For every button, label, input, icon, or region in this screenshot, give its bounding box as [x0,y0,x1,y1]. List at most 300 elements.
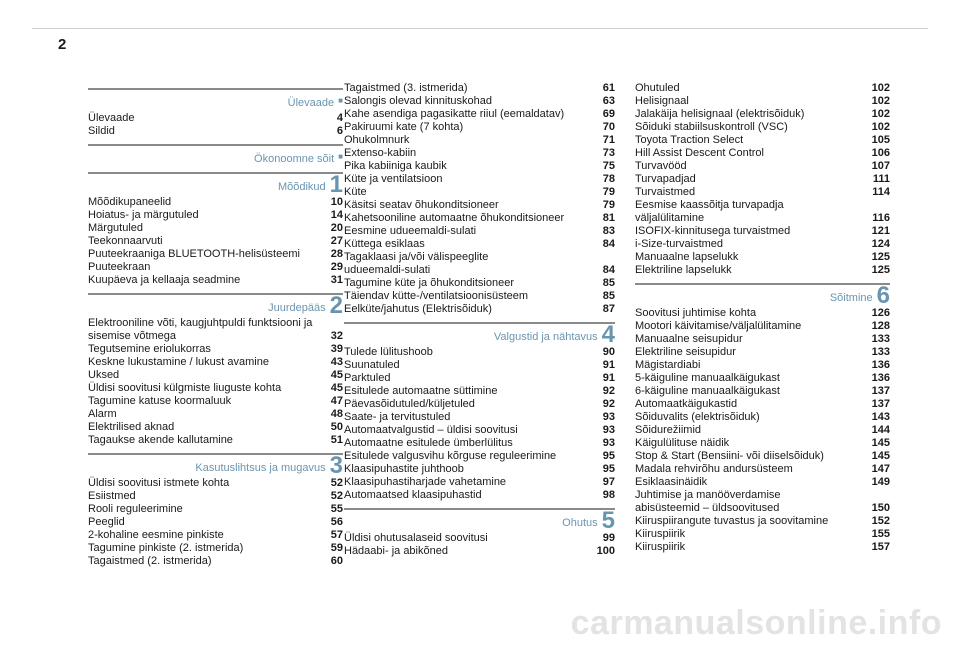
toc-entry-title: Turvavööd [635,160,687,172]
toc-entry[interactable] [344,346,615,359]
toc-entry-page: 47 [330,395,343,407]
toc-entry-title: Üldisi soovitusi külgmiste liuguste kohta [88,382,282,394]
toc-entry[interactable] [344,290,615,303]
toc-entry-title: Helisignaal [635,95,689,107]
toc-entry[interactable] [635,212,890,225]
toc-entry-page: 155 [871,528,890,540]
toc-section [88,88,343,138]
toc-entry-page: 51 [330,434,343,446]
toc-entry-page: 10 [330,196,343,208]
toc-entry-page: 83 [602,225,615,237]
toc-entry-title: Esiistmed [88,490,136,502]
toc-entry-page: 81 [602,212,615,224]
toc-entry-page: 29 [330,261,343,273]
toc-entry-title: Rooli reguleerimine [88,503,183,515]
toc-entry[interactable] [344,303,615,316]
toc-entry-title: Esitulede valgusvihu kõrguse reguleerimine [344,450,557,462]
section-title[interactable]: Mõõdikud [277,181,326,193]
toc-entry-page: 52 [330,477,343,489]
toc-entry-page: 43 [330,356,343,368]
toc-entry-page: 92 [602,398,615,410]
toc-entry-page: 92 [602,385,615,397]
toc-entry-title: Tagumine küte ja õhukonditsioneer [344,277,515,289]
toc-entry[interactable] [88,112,343,125]
toc-entry-title: Automaatne esitulede ümberlülitus [344,437,513,449]
toc-entry-title: Sõidurežiimid [635,424,702,436]
toc-entry[interactable] [88,261,343,274]
toc-entry-title: Ohutuled [635,82,680,94]
toc-entry[interactable] [635,134,890,147]
toc-entry-title: Sõiduki stabiilsuskontroll (VSC) [635,121,788,133]
toc-entry-title: Esiklaasinäidik [635,476,708,488]
section-title[interactable]: Kasutuslihtsus ja mugavus [195,462,326,474]
toc-entry-page: 52 [330,490,343,502]
toc-entry[interactable] [88,516,343,529]
toc-entry-page: 121 [871,225,890,237]
toc-entry-title: Kiiruspiirik [635,541,686,553]
toc-entry-title: Automaatkäigukastid [635,398,738,410]
toc-entry[interactable] [635,437,890,450]
toc-entry-title: Küte ja ventilatsioon [344,173,443,185]
toc-entry-page: 95 [602,463,615,475]
toc-entry[interactable] [88,235,343,248]
toc-entry[interactable] [88,490,343,503]
toc-entry-title: Hill Assist Descent Control [635,147,764,159]
toc-entry[interactable] [635,411,890,424]
toc-entry-page: 45 [330,382,343,394]
toc-entry-page: 102 [871,82,890,94]
toc-entry-page: 137 [871,385,890,397]
toc-entry-title: Juhtimise ja manööverdamise [635,489,781,501]
toc-entry[interactable] [88,222,343,235]
toc-entry-title: udueemaldi-sulati [344,264,431,276]
toc-entry-page: 31 [330,274,343,286]
toc-entry-page: 114 [872,186,890,198]
toc-entry-title: Jalakäija helisignaal (elektrisõiduk) [635,108,805,120]
toc-entry-title: Päevasõidutuled/küljetuled [344,398,475,410]
toc-entry[interactable] [635,424,890,437]
toc-entry-page: 57 [330,529,343,541]
toc-entry[interactable] [88,274,343,287]
toc-entry[interactable] [344,372,615,385]
toc-entry[interactable] [88,209,343,222]
toc-entry-title: Eelküte/jahutus (Elektrisõiduk) [344,303,492,315]
toc-entry[interactable] [635,528,890,541]
toc-entry-page: 106 [871,147,890,159]
toc-entry[interactable] [88,555,343,568]
toc-entry-title: Soovitusi juhtimise kohta [635,307,757,319]
toc-entry-page: 136 [871,359,890,371]
toc-entry-title: Kuupäeva ja kellaaja seadmine [88,274,241,286]
toc-entry-page: 136 [871,372,890,384]
toc-entry-page: 85 [602,290,615,302]
toc-entry-page: 85 [602,277,615,289]
toc-entry[interactable] [635,346,890,359]
toc-entry[interactable] [344,424,615,437]
toc-entry-title: abisüsteemid – üldsoovitused [635,502,780,514]
toc-entry-title: Peeglid [88,516,125,528]
toc-entry[interactable] [88,503,343,516]
toc-entry[interactable] [88,421,343,434]
toc-entry[interactable] [635,450,890,463]
toc-entry[interactable] [635,108,890,121]
section-header [88,144,343,166]
toc-entry[interactable] [635,476,890,489]
toc-entry-page: 28 [330,248,343,260]
toc-entry-title: 5-käiguline manuaalkäigukast [635,372,780,384]
toc-entry[interactable] [344,450,615,463]
toc-entry[interactable] [635,333,890,346]
toc-entry-title: Kahe asendiga pagasikatte riiul (eemaldatav) [344,108,565,120]
toc-section [344,82,615,316]
toc-entry-title: Küttega esiklaas [344,238,425,250]
toc-entry[interactable] [635,95,890,108]
toc-entry[interactable] [635,385,890,398]
toc-entry[interactable] [635,82,890,95]
toc-entry[interactable] [635,307,890,320]
toc-entry-page: 78 [602,173,615,185]
section-number: 1 [329,171,343,198]
toc-entry-title: Üldisi ohutusalaseid soovitusi [344,532,488,544]
toc-entry[interactable] [88,542,343,555]
toc-column-2 [344,82,615,564]
toc-entry-page: 93 [602,437,615,449]
toc-entry-page: 32 [330,330,343,342]
toc-entry-page: 124 [871,238,890,250]
toc-entry-page: 60 [330,555,343,567]
toc-entry-page: 48 [330,408,343,420]
toc-entry-title: sisemise võtmega [88,330,177,342]
toc-entry-title: Kiiruspiirik [635,528,686,540]
section-number: 2 [329,292,343,319]
toc-entry[interactable] [344,82,615,95]
toc-entry-title: Tegutsemine eriolukorras [88,343,211,355]
toc-entry-title: i-Size-turvaistmed [635,238,724,250]
toc-entry-title: Stop & Start (Bensiini- või diiselsõiduk) [635,450,824,462]
toc-entry-title: Klaasipuhastite juhthoob [344,463,464,475]
toc-entry-title: Tagaistmed (2. istmerida) [88,555,212,567]
toc-entry[interactable] [88,248,343,261]
toc-entry[interactable] [635,147,890,160]
toc-section [635,283,890,554]
toc-entry-page: 125 [871,264,890,276]
toc-entry-title: Uksed [88,369,120,381]
toc-entry-title: Parktuled [344,372,391,384]
toc-section [88,172,343,287]
toc-entry[interactable] [88,408,343,421]
toc-section [344,322,615,502]
toc-entry-page: 99 [602,532,615,544]
toc-entry[interactable] [344,212,615,225]
toc-entry-title: 6-käiguline manuaalkäigukast [635,385,780,397]
toc-entry-title: Sõiduvalits (elektrisõiduk) [635,411,760,423]
toc-entry-title: Puuteekraan [88,261,151,273]
section-number: 3 [329,452,343,479]
toc-entry[interactable] [88,330,343,343]
toc-entry-title: Elektriline seisupidur [635,346,736,358]
toc-entry-page: 102 [871,108,890,120]
section-header [635,282,890,309]
toc-entry-title: Eesmise kaassõitja turvapadja [635,199,784,211]
section-title[interactable]: Sõitmine [829,292,873,304]
toc-entry-page: 61 [602,82,615,94]
toc-entry-page: 6 [336,125,343,137]
toc-entry[interactable] [344,95,615,108]
section-title[interactable]: Juurdepääs [268,302,326,314]
toc-entry-title: Turvapadjad [635,173,696,185]
toc-entry-page: 93 [602,424,615,436]
toc-entry-page: 50 [330,421,343,433]
toc-entry-page: 45 [330,369,343,381]
toc-entry-title: Küte [344,186,367,198]
toc-section [88,293,343,447]
toc-entry[interactable] [344,264,615,277]
section-title[interactable]: Ülevaade [287,97,335,109]
toc-entry-title: Tagaistmed (3. istmerida) [344,82,468,94]
toc-entry-page: 133 [871,333,890,345]
toc-entry-title: Mootori käivitamise/väljalülitamine [635,320,802,332]
toc-entry[interactable] [635,199,890,212]
toc-entry[interactable] [88,382,343,395]
top-rule [32,28,928,29]
toc-entry-page: 105 [871,134,890,146]
toc-entry[interactable] [88,317,343,330]
toc-entry-page: 20 [330,222,343,234]
toc-entry[interactable] [344,108,615,121]
toc-entry-page: 107 [871,160,890,172]
toc-entry[interactable] [635,398,890,411]
toc-entry-title: Alarm [88,408,117,420]
toc-entry-page: 150 [871,502,890,514]
toc-entry-title: Klaasipuhastiharjade vahetamine [344,476,507,488]
toc-entry[interactable] [344,277,615,290]
toc-entry-page: 55 [330,503,343,515]
toc-entry-page: 143 [871,411,890,423]
section-title[interactable]: Ökonoomne sõit [254,153,335,165]
toc-entry-title: Toyota Traction Select [635,134,744,146]
toc-entry-page: 102 [871,95,890,107]
toc-entry-page: 133 [871,346,890,358]
toc-column-1 [88,82,343,574]
toc-entry-title: Tagumine katuse koormaluuk [88,395,232,407]
toc-entry-page: 100 [596,545,615,557]
toc-entry-page: 157 [871,541,890,553]
section-header [88,88,343,110]
section-number: 6 [876,282,890,309]
toc-entry[interactable] [344,251,615,264]
toc-entry-title: Madala rehvirõhu andursüsteem [635,463,793,475]
toc-entry[interactable] [344,121,615,134]
toc-entry[interactable] [635,121,890,134]
toc-entry-title: Täiendav kütte-/ventilatsioonisüsteem [344,290,529,302]
toc-entry[interactable] [635,502,890,515]
toc-entry[interactable] [635,186,890,199]
toc-entry[interactable] [635,238,890,251]
toc-entry[interactable] [635,264,890,277]
toc-entry-page: 126 [871,307,890,319]
toc-entry-title: Manuaalne lapselukk [635,251,739,263]
toc-entry[interactable] [344,411,615,424]
toc-entry-page: 97 [602,476,615,488]
toc-entry[interactable] [344,545,615,558]
toc-entry-title: ISOFIX-kinnitusega turvaistmed [635,225,791,237]
toc-entry-page: 90 [602,346,615,358]
toc-entry-page: 79 [602,199,615,211]
toc-entry-title: Turvaistmed [635,186,696,198]
toc-entry-page: 145 [871,450,890,462]
toc-entry-page: 93 [602,411,615,423]
toc-entry-page: 4 [336,112,343,124]
toc-entry[interactable] [635,372,890,385]
toc-entry-page: 102 [871,121,890,133]
toc-entry-page: 14 [330,209,343,221]
toc-entry-page: 149 [871,476,890,488]
section-title[interactable]: Ohutus [562,517,598,529]
toc-entry-title: Kiiruspiirangute tuvastus ja soovitamine [635,515,829,527]
toc-entry[interactable] [344,147,615,160]
toc-entry[interactable] [344,359,615,372]
toc-entry-title: Extenso-kabiin [344,147,417,159]
toc-entry-title: Käsitsi seatav õhukonditsioneer [344,199,499,211]
toc-entry-title: Tagaklaasi ja/või välispeeglite [344,251,489,263]
toc-entry[interactable] [344,199,615,212]
toc-entry-title: Eesmine udueemaldi-sulati [344,225,477,237]
toc-entry[interactable] [344,476,615,489]
toc-entry[interactable] [344,463,615,476]
toc-entry-title: Üldisi soovitusi istmete kohta [88,477,230,489]
section-title[interactable]: Valgustid ja nähtavus [493,331,598,343]
toc-entry-title: Salongis olevad kinnituskohad [344,95,492,107]
toc-entry-page: 69 [602,108,615,120]
toc-entry-page: 98 [602,489,615,501]
section-header [88,171,343,198]
toc-entry-page: 91 [602,359,615,371]
toc-entry-page: 137 [871,398,890,410]
toc-entry[interactable] [344,225,615,238]
toc-entry-title: Elektriline lapselukk [635,264,732,276]
toc-entry[interactable] [88,125,343,138]
toc-entry-title: 2-kohaline eesmine pinkiste [88,529,224,541]
toc-entry-page: 27 [330,235,343,247]
toc-entry-title: Keskne lukustamine / lukust avamine [88,356,269,368]
toc-entry-page: 79 [602,186,615,198]
section-header [344,507,615,534]
square-marker-icon: ■ [338,152,343,161]
section-header [88,292,343,319]
toc-entry[interactable] [635,541,890,554]
toc-entry[interactable] [344,437,615,450]
toc-section [635,82,890,277]
toc-entry[interactable] [635,251,890,264]
toc-entry[interactable] [635,225,890,238]
toc-entry[interactable] [88,343,343,356]
toc-entry-title: Pika kabiiniga kaubik [344,160,447,172]
toc-entry-title: Automaatsed klaasipuhastid [344,489,482,501]
toc-entry-page: 128 [871,320,890,332]
toc-entry[interactable] [88,196,343,209]
toc-entry-page: 87 [602,303,615,315]
toc-entry[interactable] [635,173,890,186]
toc-entry-title: Teekonnaarvuti [88,235,163,247]
toc-entry[interactable] [635,320,890,333]
toc-entry-title: Elektrooniline võti, kaugjuhtpuldi funktsiooni ja [88,317,313,329]
toc-entry-title: Ülevaade [88,112,135,124]
toc-entry[interactable] [88,369,343,382]
toc-entry-title: Automaatvalgustid – üldisi soovitusi [344,424,518,436]
toc-entry-title: Hädaabi- ja abikõned [344,545,448,557]
toc-entry[interactable] [344,173,615,186]
page-number: 2 [58,36,67,53]
toc-entry-page: 147 [871,463,890,475]
toc-entry[interactable] [344,186,615,199]
toc-entry-title: Hoiatus- ja märgutuled [88,209,199,221]
toc-column-3 [635,82,890,560]
toc-entry-page: 59 [330,542,343,554]
toc-entry[interactable] [88,529,343,542]
toc-entry-page: 71 [602,134,615,146]
toc-entry-page: 39 [330,343,343,355]
toc-entry[interactable] [88,395,343,408]
toc-entry-page: 75 [602,160,615,172]
toc-entry-title: Elektrilised aknad [88,421,175,433]
toc-entry-title: Ohukolmnurk [344,134,410,146]
toc-entry-title: Suunatuled [344,359,400,371]
toc-entry-page: 91 [602,372,615,384]
square-marker-icon: ■ [338,96,343,105]
toc-entry-title: Märgutuled [88,222,144,234]
toc-entry-title: Tagumine pinkiste (2. istmerida) [88,542,244,554]
section-header [344,321,615,348]
toc-entry[interactable] [344,134,615,147]
toc-entry[interactable] [344,385,615,398]
toc-entry-page: 95 [602,450,615,462]
toc-entry[interactable] [635,489,890,502]
toc-entry-title: Saate- ja tervitustuled [344,411,451,423]
toc-entry-page: 84 [602,264,615,276]
toc-entry-title: Tagaukse akende kallutamine [88,434,233,446]
toc-entry-page: 70 [602,121,615,133]
watermark: carmanualsonline.info [570,604,942,642]
toc-entry-title: Mägistardiabi [635,359,701,371]
toc-entry[interactable] [635,160,890,173]
toc-entry-title: Manuaalne seisupidur [635,333,743,345]
toc-section [88,453,343,568]
toc-entry-title: Käigulülituse näidik [635,437,730,449]
toc-entry-page: 125 [871,251,890,263]
toc-entry[interactable] [88,356,343,369]
toc-entry-title: Pakiruumi kate (7 kohta) [344,121,464,133]
section-number: 4 [601,321,615,348]
toc-entry[interactable] [88,477,343,490]
toc-entry[interactable] [344,160,615,173]
toc-entry[interactable] [344,398,615,411]
toc-entry[interactable] [635,359,890,372]
toc-entry[interactable] [635,515,890,528]
toc-entry[interactable] [635,463,890,476]
section-number: 5 [601,507,615,534]
toc-section [88,144,343,166]
toc-entry[interactable] [344,532,615,545]
toc-entry[interactable] [88,434,343,447]
toc-entry-title: Tulede lülitushoob [344,346,433,358]
toc-entry[interactable] [344,238,615,251]
toc-entry-page: 63 [602,95,615,107]
toc-entry[interactable] [344,489,615,502]
toc-entry-page: 116 [872,212,890,224]
toc-section [344,508,615,558]
toc-entry-title: Kahetsooniline automaatne õhukonditsioneer [344,212,565,224]
toc-entry-title: väljalülitamine [635,212,705,224]
